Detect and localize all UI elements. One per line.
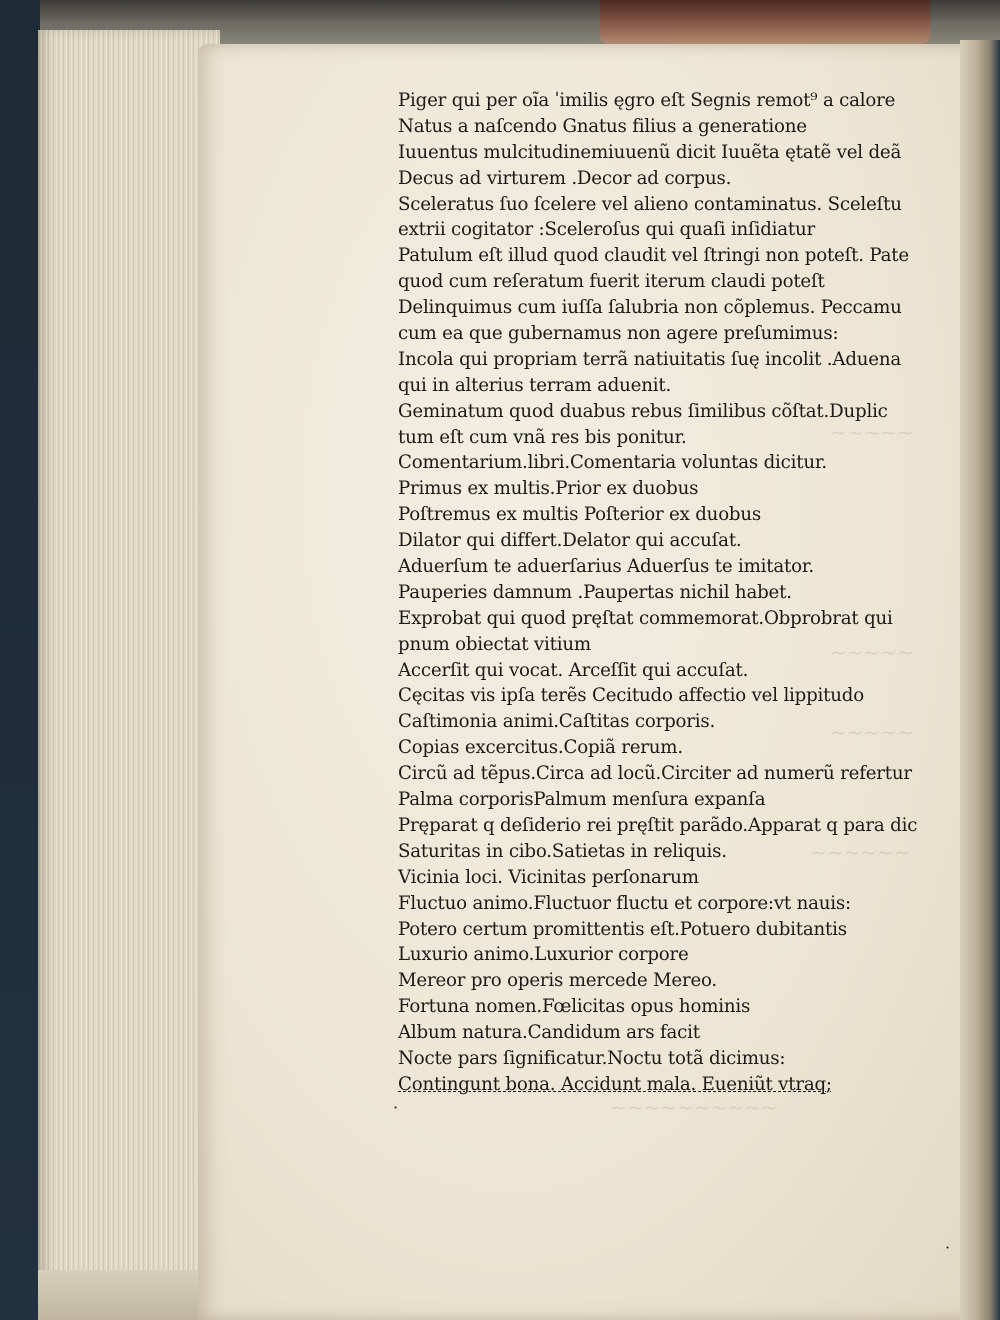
text-line: Aduerſum te aduerſarius Aduerſus te imitator.: [398, 556, 814, 578]
text-line: extrii cogitator :Sceleroſus qui quaſi inſidiatur: [398, 219, 816, 241]
text-line: Iuuentus mulcitudinemiuuenũ dicit Iuuẽta ętatẽ vel deã: [398, 141, 902, 163]
text-line: qui in alterius terram aduenit.: [398, 374, 672, 396]
text-line: Copias excercitus.Copiã rerum.: [398, 737, 683, 759]
text-line: pnum obiectat vitium: [398, 633, 591, 655]
text-line: Contingunt bona. Accidunt mala. Eueniũt vtraq;: [398, 1073, 832, 1095]
text-line: Fortuna nomen.Fœlicitas opus hominis: [398, 996, 751, 1018]
text-line: Album natura.Candidum ars facit: [398, 1022, 700, 1044]
text-line: Comentarium.libri.Comentaria voluntas dicitur.: [398, 452, 827, 474]
text-line: Pręparat q deſiderio rei pręſtit parãdo.Apparat q para dic: [398, 814, 918, 836]
text-line: Vicinia loci. Vicinitas perſonarum: [398, 866, 699, 888]
text-line: Saturitas in cibo.Satietas in reliquis.: [398, 840, 727, 862]
text-line: Poſtremus ex multis Poſterior ex duobus: [398, 504, 762, 526]
page-stack-bottom: [38, 1270, 218, 1320]
text-line: Accerſit qui vocat. Arceſſit qui accuſat.: [398, 659, 749, 681]
page-stack-edges: [38, 30, 220, 1320]
show-through-mark: ~~~~~~~~~~: [610, 1095, 778, 1119]
show-through-mark: ~~~~~~: [810, 840, 911, 864]
text-line: Nocte pars ſignificatur.Noctu totã dicimus:: [398, 1047, 786, 1069]
text-line: Potero certum promittentis eſt.Potuero dubitantis: [398, 918, 847, 940]
text-line: Dilator qui differt.Delator qui accuſat.: [398, 530, 742, 552]
text-line: Patulum eſt illud quod claudit vel ſtringi non poteſt. Pate: [398, 245, 909, 267]
printed-text-column: [398, 88, 978, 1098]
text-line: Caſtimonia animi.Caſtitas corporis.: [398, 711, 716, 733]
text-line: Sceleratus ſuo ſcelere vel alieno contaminatus. Sceleſtu: [398, 193, 902, 215]
text-line: Pauperies damnum .Paupertas nichil habet.: [398, 581, 792, 603]
book-binding-cover: [600, 0, 930, 44]
show-through-mark: ~~~~~: [830, 640, 914, 664]
text-line: Piger qui per oĩa ˈimilis ęgro eſt Segnis remot⁹ a calore: [398, 90, 896, 111]
text-line: Delinquimus cum iuſſa ſalubria non cõplemus. Peccamu: [398, 297, 902, 319]
text-line: Fluctuo animo.Fluctuor fluctu et corpore:vt nauis:: [398, 892, 851, 914]
ink-speck: ·: [945, 1238, 951, 1257]
text-line: Decus ad virturem .Decor ad corpus.: [398, 167, 732, 189]
text-line: Circũ ad tẽpus.Circa ad locũ.Circiter ad numerũ refertur: [398, 763, 912, 785]
text-line: Exprobat qui quod pręſtat commemorat.Obprobrat qui: [398, 607, 893, 629]
ink-speck: ·: [393, 1098, 399, 1117]
text-line: quod cum reſeratum fuerit iterum claudi poteſt: [398, 271, 825, 293]
text-line: Cęcitas vis ipſa terẽs Cecitudo affectio vel lippitudo: [398, 685, 864, 707]
text-line: Mereor pro operis mercede Mereo.: [398, 970, 718, 992]
text-line: Luxurio animo.Luxurior corpore: [398, 944, 689, 966]
text-line: Palma corporisPalmum menſura expanſa: [398, 789, 766, 811]
text-line: tum eſt cum vnã res bis ponitur.: [398, 426, 687, 448]
text-line: Incola qui propriam terrã natiuitatis ſuę incolit .Aduena: [398, 348, 902, 370]
text-line: Natus a naſcendo Gnatus filius a generatione: [398, 115, 807, 137]
text-line: Primus ex multis.Prior ex duobus: [398, 478, 699, 500]
text-line: cum ea que gubernamus non agere preſumimus:: [398, 323, 839, 345]
show-through-mark: ~~~~~: [830, 420, 914, 444]
show-through-mark: ~~~~~: [830, 720, 914, 744]
text-line: Geminatum quod duabus rebus ſimilibus cõſtat.Duplic: [398, 400, 888, 422]
